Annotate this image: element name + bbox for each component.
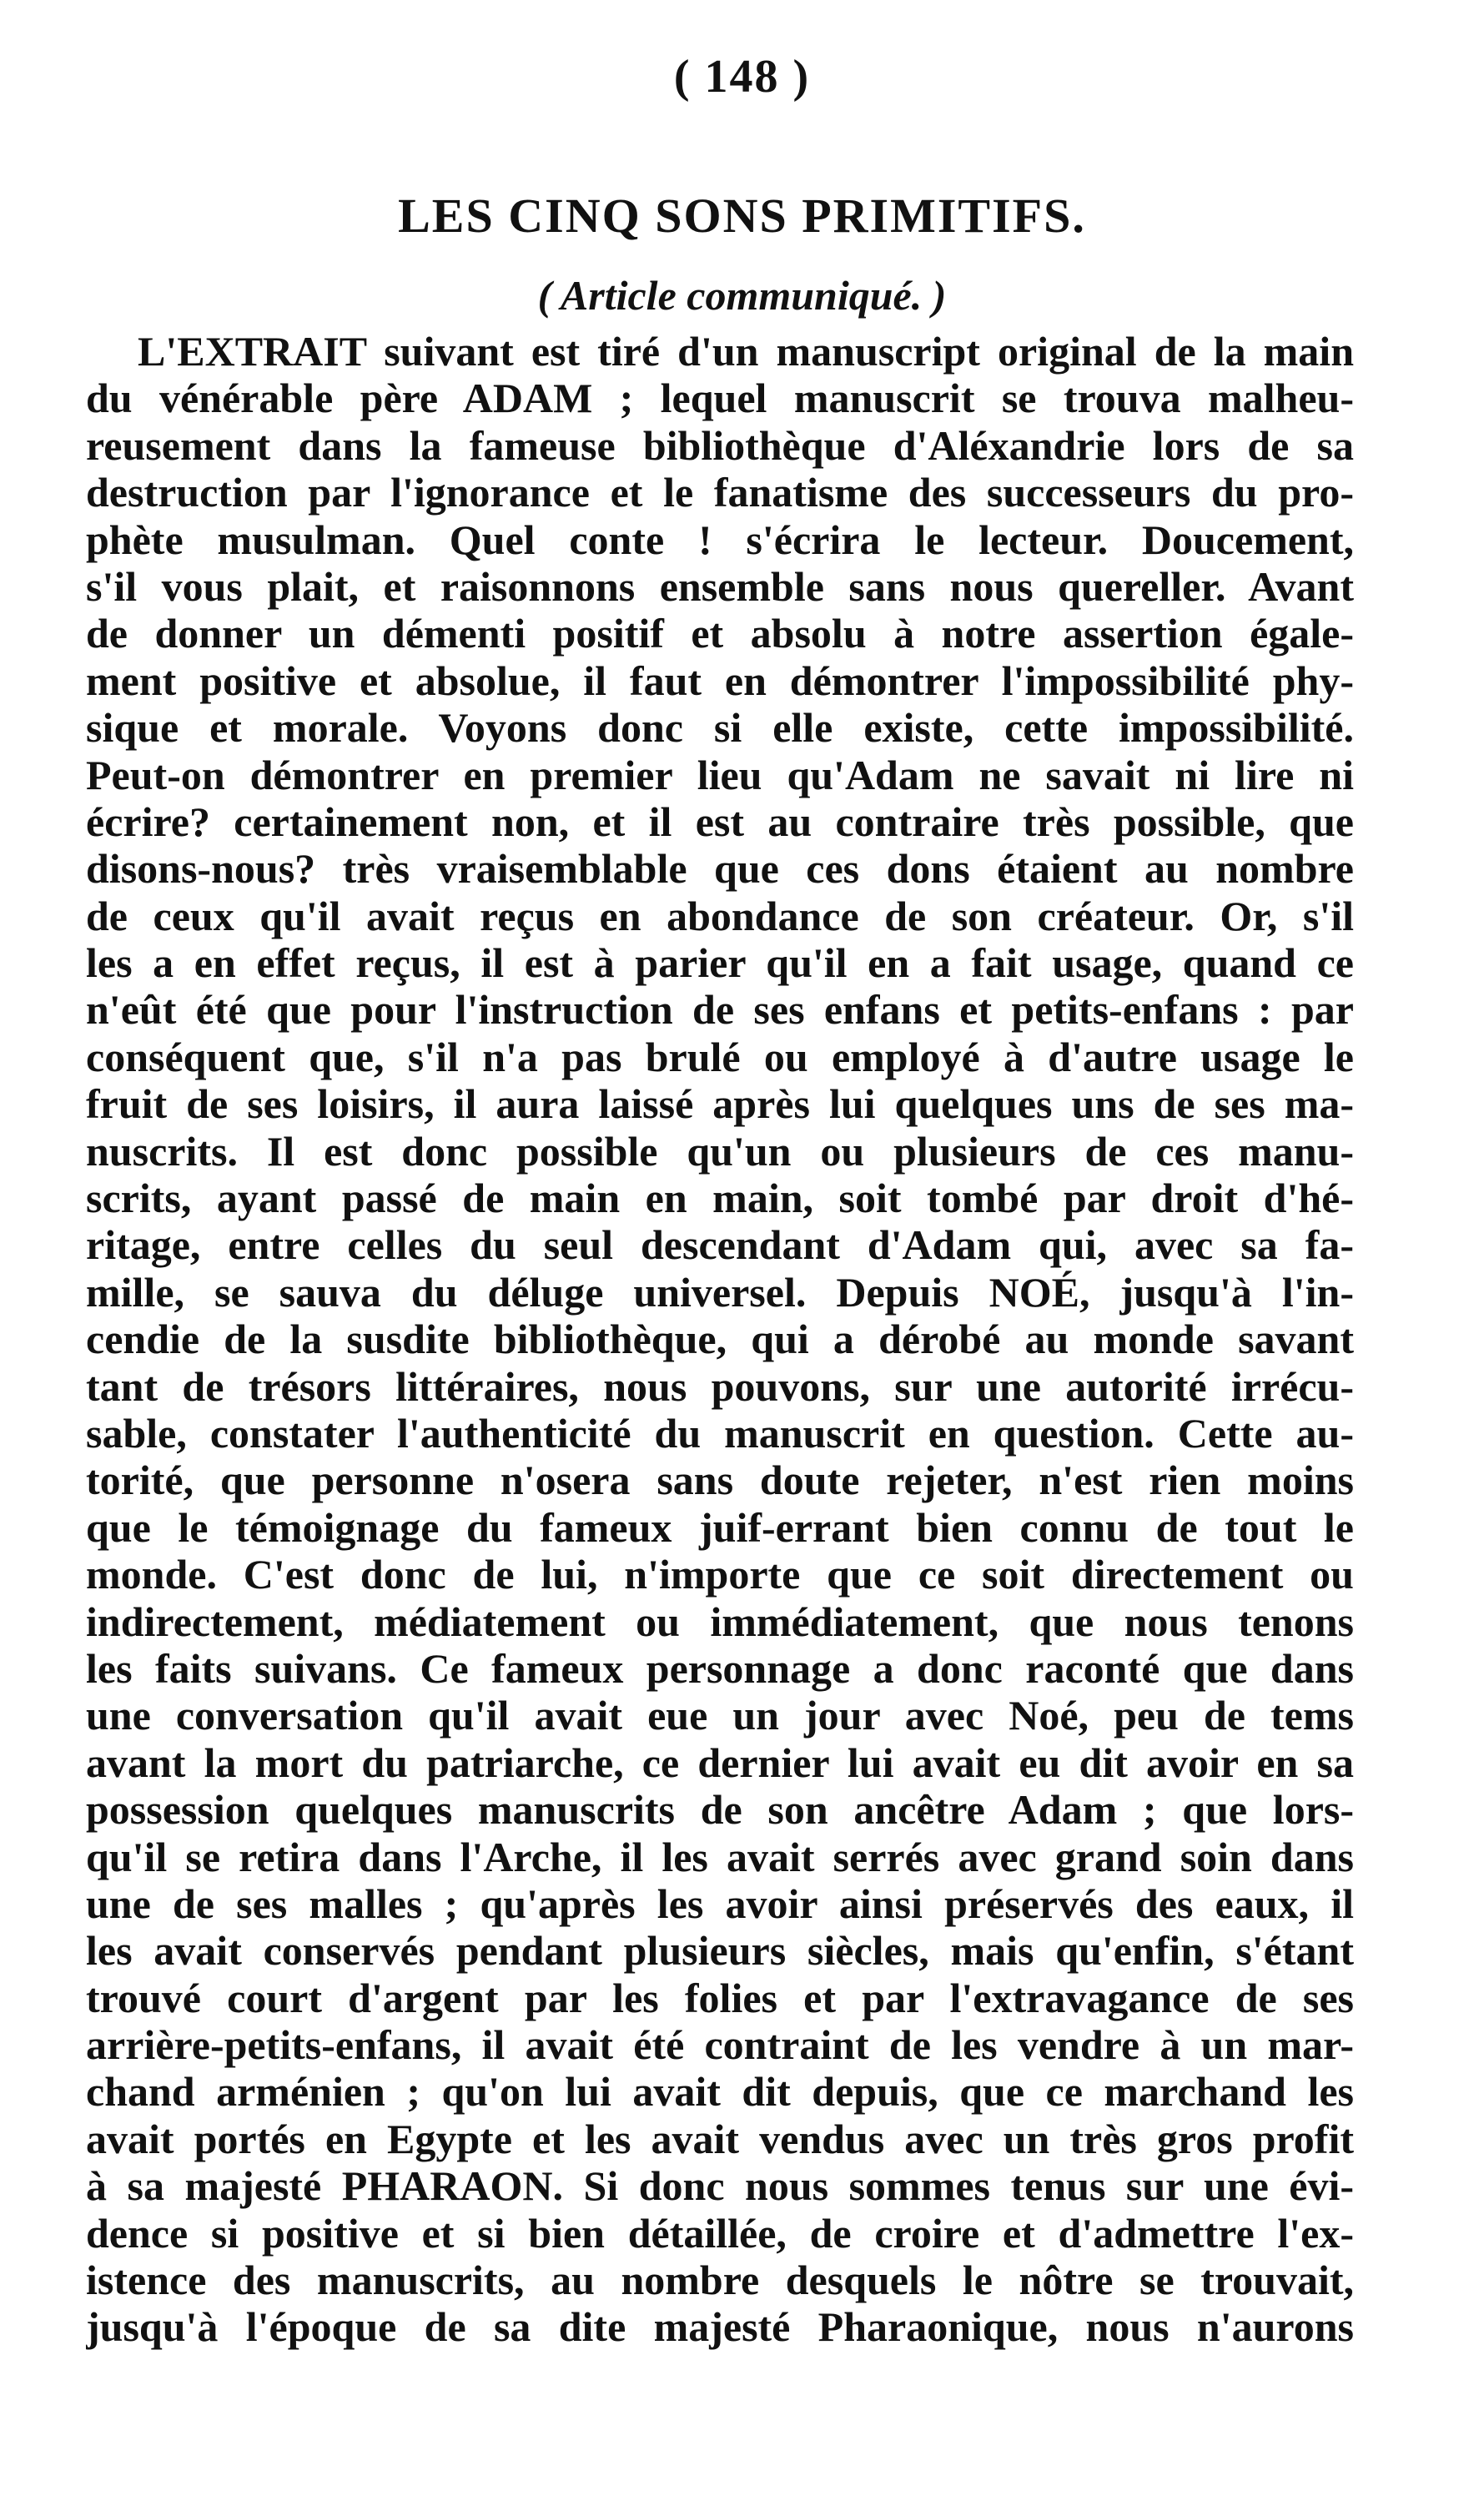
- text-line: une de ses malles ; qu'après les avoir ainsi préservés des eaux, il: [86, 1879, 1354, 1927]
- text-line: de ceux qu'il avait reçus en abondance de son créateur. Or, s'il: [86, 892, 1354, 939]
- text-line: scrits, ayant passé de main en main, soit tombé par droit d'hé-: [86, 1175, 1354, 1222]
- text-line: que le témoignage du fameux juif-errant bien connu de tout le: [86, 1503, 1354, 1551]
- text-line: les a en effet reçus, il est à parier qu'il en a fait usage, quand ce: [86, 939, 1354, 987]
- text-line: de donner un démenti positif et absolu à notre assertion égale-: [86, 610, 1354, 657]
- text-line: reusement dans la fameuse bibliothèque d'Aléxandrie lors de sa: [86, 421, 1354, 469]
- text-line: dence si positive et si bien détaillée, de croire et d'admettre l'ex-: [86, 2209, 1354, 2257]
- text-line: Peut-on démontrer en premier lieu qu'Adam ne savait ni lire ni: [86, 751, 1354, 798]
- text-line: à sa majesté PHARAON. Si donc nous sommes tenus sur une évi-: [86, 2162, 1354, 2210]
- text-line: n'eût été que pour l'instruction de ses enfans et petits-enfans : par: [86, 986, 1354, 1034]
- text-line: L'EXTRAIT suivant est tiré d'un manuscript original de la main: [138, 328, 1354, 375]
- page-number: ( 148 ): [673, 51, 811, 103]
- text-line: chand arménien ; qu'on lui avait dit depuis, que ce marchand les: [86, 2068, 1354, 2116]
- text-line: arrière-petits-enfans, il avait été contraint de les vendre à un mar-: [86, 2021, 1354, 2069]
- text-line: sable, constater l'authenticité du manuscrit en question. Cette au-: [86, 1409, 1354, 1457]
- text-line: les avait conservés pendant plusieurs siècles, mais qu'enfin, s'étant: [86, 1927, 1354, 1975]
- text-line: du vénérable père ADAM ; lequel manuscrit se trouva malheu-: [86, 375, 1354, 422]
- article-title: LES CINQ SONS PRIMITIFS.: [398, 189, 1086, 243]
- text-line: s'il vous plait, et raisonnons ensemble sans nous quereller. Avant: [86, 562, 1354, 610]
- text-line: destruction par l'ignorance et le fanatisme des successeurs du pro-: [86, 469, 1354, 516]
- text-line: qu'il se retira dans l'Arche, il les avait serrés avec grand soin dans: [86, 1833, 1354, 1880]
- text-line: les faits suivans. Ce fameux personnage a donc raconté que dans: [86, 1644, 1354, 1692]
- text-line: jusqu'à l'époque de sa dite majesté Pharaonique, nous n'aurons: [86, 2303, 1354, 2351]
- text-line: écrire? certainement non, et il est au contraire très possible, que: [86, 798, 1354, 845]
- text-line: monde. C'est donc de lui, n'importe que ce soit directement ou: [86, 1551, 1354, 1598]
- text-line: mille, se sauva du déluge universel. Depuis NOÉ, jusqu'à l'in-: [86, 1268, 1354, 1316]
- text-line: trouvé court d'argent par les folies et par l'extravagance de ses: [86, 1974, 1354, 2021]
- text-line: torité, que personne n'osera sans doute rejeter, n'est rien moins: [86, 1457, 1354, 1504]
- text-line: ritage, entre celles du seul descendant d'Adam qui, avec sa fa-: [86, 1221, 1354, 1269]
- text-line: possession quelques manuscrits de son ancêtre Adam ; que lors-: [86, 1786, 1354, 1834]
- text-line: avant la mort du patriarche, ce dernier lui avait eu dit avoir en sa: [86, 1739, 1354, 1786]
- text-line: sique et morale. Voyons donc si elle existe, cette impossibilité.: [86, 704, 1354, 752]
- text-line: avait portés en Egypte et les avait vendus avec un très gros profit: [86, 2115, 1354, 2162]
- text-line: indirectement, médiatement ou immédiatement, que nous tenons: [86, 1598, 1354, 1645]
- text-line: nuscrits. Il est donc possible qu'un ou plusieurs de ces manu-: [86, 1127, 1354, 1175]
- text-line: fruit de ses loisirs, il aura laissé après lui quelques uns de ses ma-: [86, 1080, 1354, 1128]
- text-line: conséquent que, s'il n'a pas brulé ou employé à d'autre usage le: [86, 1033, 1354, 1080]
- text-line: disons-nous? très vraisemblable que ces dons étaient au nombre: [86, 845, 1354, 893]
- text-line: istence des manuscrits, au nombre desquels le nôtre se trouvait,: [86, 2257, 1354, 2304]
- article-body: [86, 328, 1354, 2351]
- text-line: une conversation qu'il avait eue un jour avec Noé, peu de tems: [86, 1692, 1354, 1739]
- text-line: phète musulman. Quel conte ! s'écrira le lecteur. Doucement,: [86, 516, 1354, 563]
- article-subtitle: ( Article communiqué. ): [537, 272, 947, 319]
- text-line: cendie de la susdite bibliothèque, qui a dérobé au monde savant: [86, 1316, 1354, 1363]
- text-line: ment positive et absolue, il faut en démontrer l'impossibilité phy-: [86, 657, 1354, 704]
- text-line: tant de trésors littéraires, nous pouvons, sur une autorité irrécu-: [86, 1362, 1354, 1410]
